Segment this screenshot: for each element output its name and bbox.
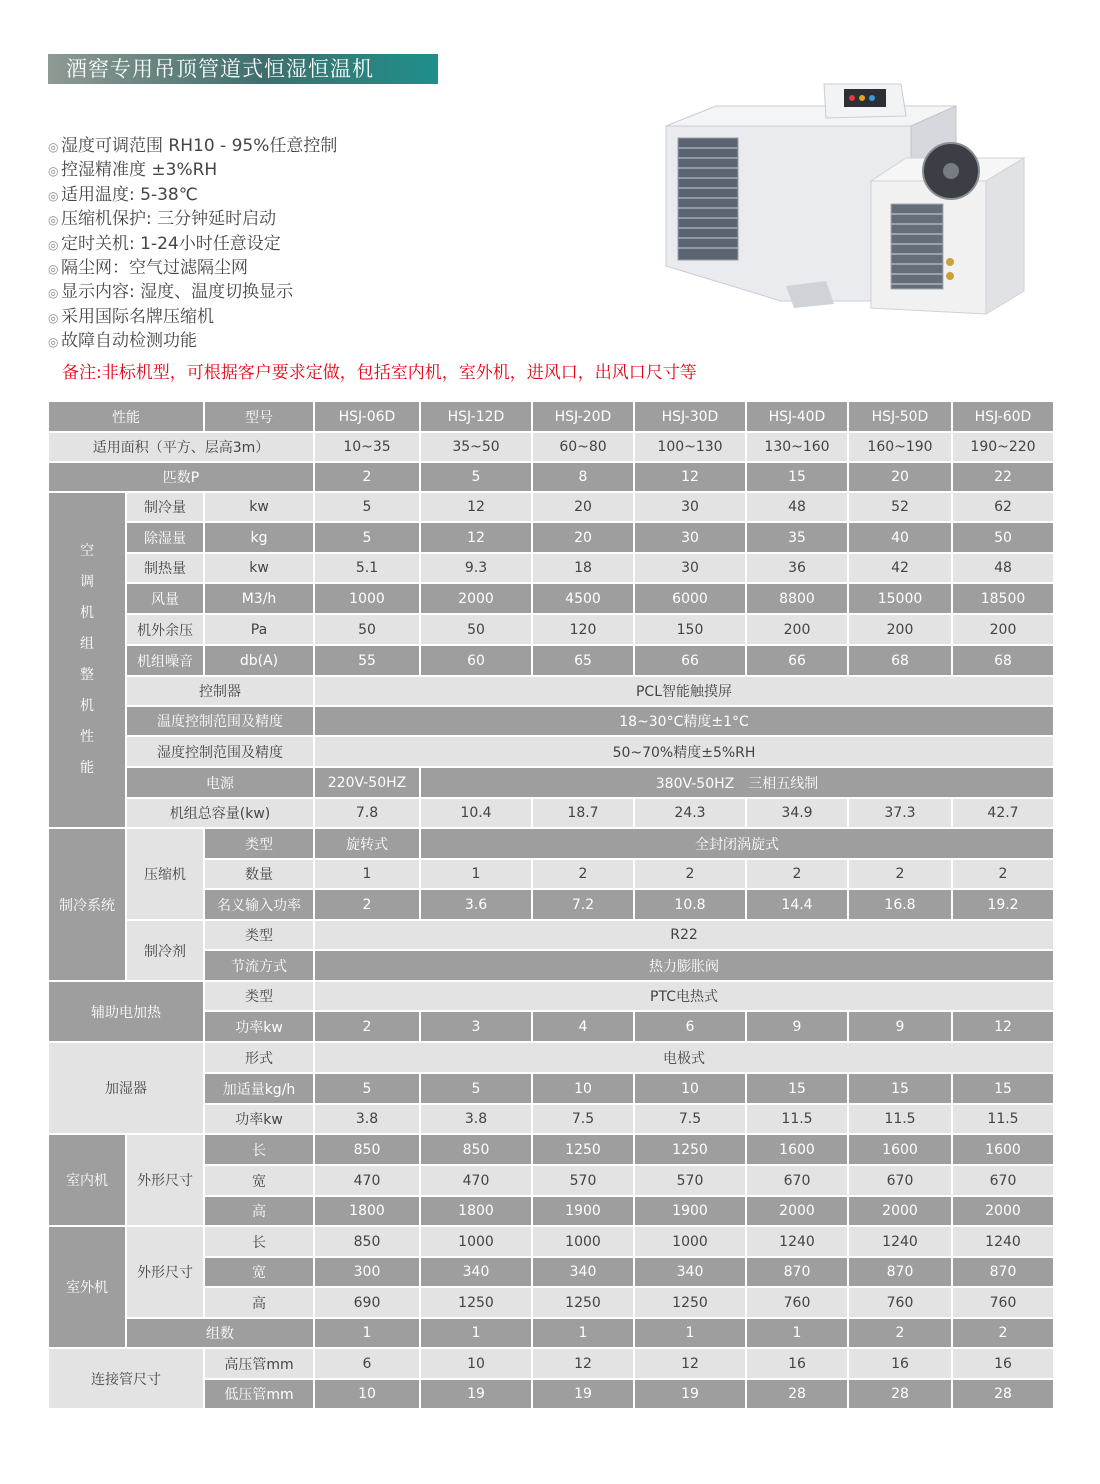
table-cell: 旋转式: [314, 828, 420, 859]
bullet-icon: ◎: [48, 335, 59, 350]
row-label: 加适量kg/h: [204, 1073, 314, 1104]
bullet-icon: ◎: [48, 140, 59, 154]
row-label: 控制器: [126, 676, 314, 706]
table-cell: 1900: [634, 1196, 746, 1226]
table-cell: 14.4: [746, 889, 848, 920]
table-row: [48, 614, 1054, 645]
table-cell: 37.3: [848, 798, 952, 828]
table-cell: 全封闭涡旋式: [420, 828, 1054, 859]
table-cell: 35~50: [420, 432, 532, 462]
table-cell: 6: [314, 1348, 420, 1379]
table-cell: 电极式: [314, 1042, 1054, 1073]
table-cell: 5: [420, 462, 532, 492]
table-cell: 22: [952, 462, 1054, 492]
table-cell: 12: [420, 522, 532, 553]
row-label: 功率kw: [204, 1011, 314, 1042]
product-image: [656, 76, 1036, 338]
table-row: [48, 767, 1054, 798]
table-cell: 19: [634, 1379, 746, 1409]
table-cell: 62: [952, 492, 1054, 522]
table-cell: 2000: [848, 1196, 952, 1226]
table-cell: 18~30°C精度±1°C: [314, 706, 1054, 736]
table-cell: 2: [746, 859, 848, 889]
table-cell: 690: [314, 1287, 420, 1318]
table-cell: 7.5: [634, 1104, 746, 1134]
table-cell: 200: [746, 614, 848, 645]
table-cell: 7.5: [532, 1104, 634, 1134]
table-cell: 1240: [952, 1226, 1054, 1257]
table-row: [48, 828, 1054, 859]
table-cell: 570: [634, 1165, 746, 1196]
bullet-icon: ◎: [48, 310, 59, 325]
table-cell: 5: [420, 1073, 532, 1104]
row-label: 匹数P: [48, 462, 314, 492]
table-cell: 28: [746, 1379, 848, 1409]
table-cell: 1: [746, 1318, 848, 1348]
row-label: 湿度控制范围及精度: [126, 736, 314, 767]
table-cell: 870: [952, 1257, 1054, 1287]
table-cell: 150: [634, 614, 746, 645]
bullet-icon: ◎: [48, 188, 59, 203]
table-cell: 10: [532, 1073, 634, 1104]
row-label: 宽: [204, 1257, 314, 1287]
group-label: 室外机: [48, 1226, 126, 1348]
table-cell: 20: [532, 522, 634, 553]
table-cell: 1: [420, 1318, 532, 1348]
table-cell: 1250: [634, 1134, 746, 1165]
table-row: [48, 432, 1054, 462]
row-label: 长: [204, 1226, 314, 1257]
table-cell: 30: [634, 492, 746, 522]
table-cell: 870: [746, 1257, 848, 1287]
table-cell: 7.2: [532, 889, 634, 920]
unit-cell: M3/h: [204, 583, 314, 614]
row-label: 制冷量: [126, 492, 204, 522]
table-cell: 670: [952, 1165, 1054, 1196]
feature-item: ◎ 采用国际名牌压缩机: [48, 305, 337, 329]
row-label: 类型: [204, 981, 314, 1011]
row-label: 温度控制范围及精度: [126, 706, 314, 736]
table-cell: 12: [420, 492, 532, 522]
table-cell: 30: [634, 522, 746, 553]
table-cell: 850: [314, 1134, 420, 1165]
feature-item: ◎ 隔尘网：空气过滤隔尘网: [48, 256, 337, 280]
table-cell: 热力膨胀阀: [314, 950, 1054, 981]
table-cell: 220V-50HZ: [314, 767, 420, 798]
table-cell: 2: [314, 462, 420, 492]
row-label: 高: [204, 1196, 314, 1226]
table-cell: 760: [746, 1287, 848, 1318]
table-cell: 50: [420, 614, 532, 645]
table-cell: 200: [952, 614, 1054, 645]
table-cell: 1: [314, 1318, 420, 1348]
row-label: 组数: [126, 1318, 314, 1348]
table-cell: 11.5: [848, 1104, 952, 1134]
table-cell: 6: [634, 1011, 746, 1042]
model-cell: HSJ-50D: [848, 401, 952, 432]
table-cell: 19: [532, 1379, 634, 1409]
table-cell: 470: [314, 1165, 420, 1196]
table-row: [48, 645, 1054, 676]
table-cell: 65: [532, 645, 634, 676]
table-cell: 300: [314, 1257, 420, 1287]
feature-item: ◎ 压缩机保护: 三分钟延时启动: [48, 207, 337, 231]
table-cell: 48: [952, 553, 1054, 583]
group-label: 制冷系统: [48, 828, 126, 981]
row-label: 电源: [126, 767, 314, 798]
table-cell: 3.8: [420, 1104, 532, 1134]
table-cell: 9: [848, 1011, 952, 1042]
row-label: 高压管mm: [204, 1348, 314, 1379]
group-label: 室内机: [48, 1134, 126, 1226]
table-cell: 42.7: [952, 798, 1054, 828]
table-cell: 4500: [532, 583, 634, 614]
model-cell: HSJ-06D: [314, 401, 420, 432]
page-title: 酒窖专用吊顶管道式恒湿恒温机: [48, 54, 438, 84]
table-cell: 18500: [952, 583, 1054, 614]
custom-note: 备注:非标机型，可根据客户要求定做，包括室内机，室外机，进风口，出风口尺寸等: [62, 363, 697, 383]
table-row: [48, 1348, 1054, 1379]
table-cell: R22: [314, 920, 1054, 950]
table-cell: 18.7: [532, 798, 634, 828]
table-cell: 1250: [532, 1134, 634, 1165]
table-cell: 1: [634, 1318, 746, 1348]
table-cell: 16: [952, 1348, 1054, 1379]
unit-cell: kg: [204, 522, 314, 553]
table-cell: 18: [532, 553, 634, 583]
row-label: 数量: [204, 859, 314, 889]
table-cell: 1: [314, 859, 420, 889]
table-cell: 35: [746, 522, 848, 553]
table-cell: PTC电热式: [314, 981, 1054, 1011]
table-cell: 36: [746, 553, 848, 583]
table-row: [48, 583, 1054, 614]
table-cell: 10.8: [634, 889, 746, 920]
row-label: 长: [204, 1134, 314, 1165]
table-cell: 5: [314, 522, 420, 553]
group-label: 加湿器: [48, 1042, 204, 1134]
row-label: 名义输入功率: [204, 889, 314, 920]
table-cell: 68: [952, 645, 1054, 676]
table-cell: 16: [746, 1348, 848, 1379]
table-cell: 760: [952, 1287, 1054, 1318]
table-cell: 2: [848, 1318, 952, 1348]
table-cell: 5: [314, 1073, 420, 1104]
table-cell: 1: [532, 1318, 634, 1348]
table-cell: 850: [420, 1134, 532, 1165]
model-cell: HSJ-60D: [952, 401, 1054, 432]
table-cell: 34.9: [746, 798, 848, 828]
table-cell: 40: [848, 522, 952, 553]
table-cell: 1600: [848, 1134, 952, 1165]
unit-cell: kw: [204, 553, 314, 583]
header-performance: 性能: [48, 401, 204, 432]
table-cell: 12: [952, 1011, 1054, 1042]
group-label-text: 空 调 机 组 整 机 性 能: [80, 543, 94, 776]
feature-item: ◎ 故障自动检测功能: [48, 329, 337, 353]
model-cell: HSJ-30D: [634, 401, 746, 432]
subgroup-label: 压缩机: [126, 828, 204, 920]
row-label: 类型: [204, 920, 314, 950]
row-label: 风量: [126, 583, 204, 614]
table-cell: 30: [634, 553, 746, 583]
table-cell: 5: [314, 492, 420, 522]
subgroup-label: 外形尺寸: [126, 1134, 204, 1226]
row-label: 功率kw: [204, 1104, 314, 1134]
table-cell: 340: [532, 1257, 634, 1287]
table-cell: 9: [746, 1011, 848, 1042]
table-cell: 1800: [420, 1196, 532, 1226]
table-cell: 52: [848, 492, 952, 522]
feature-item: ◎ 湿度可调范围 RH10 - 95%任意控制: [48, 134, 337, 158]
table-cell: 12: [634, 462, 746, 492]
feature-item: ◎ 定时关机: 1-24小时任意设定: [48, 232, 337, 256]
table-cell: 10: [420, 1348, 532, 1379]
table-cell: 760: [848, 1287, 952, 1318]
table-cell: 11.5: [746, 1104, 848, 1134]
bullet-icon: ◎: [48, 213, 59, 228]
table-cell: 12: [532, 1348, 634, 1379]
row-label: 机外余压: [126, 614, 204, 645]
table-cell: 1250: [532, 1287, 634, 1318]
table-cell: 100~130: [634, 432, 746, 462]
table-cell: 470: [420, 1165, 532, 1196]
table-cell: 66: [746, 645, 848, 676]
table-row: [48, 920, 1054, 950]
row-label: 节流方式: [204, 950, 314, 981]
table-row: [48, 1226, 1054, 1257]
table-cell: 55: [314, 645, 420, 676]
table-cell: 42: [848, 553, 952, 583]
table-row: [48, 462, 1054, 492]
table-cell: 12: [634, 1348, 746, 1379]
table-cell: 120: [532, 614, 634, 645]
table-cell: 1000: [532, 1226, 634, 1257]
table-row: [48, 1134, 1054, 1165]
feature-item: ◎ 显示内容: 湿度、温度切换显示: [48, 280, 337, 304]
table-cell: 28: [952, 1379, 1054, 1409]
group-label: 连接管尺寸: [48, 1348, 204, 1409]
row-label: 宽: [204, 1165, 314, 1196]
table-cell: 68: [848, 645, 952, 676]
table-cell: 15000: [848, 583, 952, 614]
table-cell: 2: [532, 859, 634, 889]
table-row: [48, 798, 1054, 828]
group-label: 辅助电加热: [48, 981, 204, 1042]
table-cell: 15: [746, 1073, 848, 1104]
table-row: [48, 736, 1054, 767]
table-cell: 1000: [634, 1226, 746, 1257]
unit-cell: Pa: [204, 614, 314, 645]
table-header-row: [48, 401, 1054, 432]
table-cell: 24.3: [634, 798, 746, 828]
table-cell: 15: [848, 1073, 952, 1104]
table-cell: 50~70%精度±5%RH: [314, 736, 1054, 767]
table-cell: 4: [532, 1011, 634, 1042]
table-cell: 28: [848, 1379, 952, 1409]
row-label: 形式: [204, 1042, 314, 1073]
table-cell: 190~220: [952, 432, 1054, 462]
table-cell: 3: [420, 1011, 532, 1042]
table-cell: PCL智能触摸屏: [314, 676, 1054, 706]
table-cell: 570: [532, 1165, 634, 1196]
row-label: 适用面积（平方、层高3m）: [48, 432, 314, 462]
table-cell: 1900: [532, 1196, 634, 1226]
table-cell: 2000: [746, 1196, 848, 1226]
feature-item: ◎ 控湿精准度 ±3%RH: [48, 158, 337, 182]
table-cell: 1000: [420, 1226, 532, 1257]
table-cell: 10: [634, 1073, 746, 1104]
table-cell: 10~35: [314, 432, 420, 462]
row-label: 低压管mm: [204, 1379, 314, 1409]
table-cell: 200: [848, 614, 952, 645]
table-cell: 15: [952, 1073, 1054, 1104]
table-row: [48, 522, 1054, 553]
table-cell: 1250: [420, 1287, 532, 1318]
table-row: [48, 676, 1054, 706]
table-cell: 16: [848, 1348, 952, 1379]
table-cell: 8800: [746, 583, 848, 614]
table-cell: 7.8: [314, 798, 420, 828]
table-cell: 2000: [952, 1196, 1054, 1226]
table-cell: 1000: [314, 583, 420, 614]
bullet-icon: ◎: [48, 164, 59, 179]
table-cell: 20: [532, 492, 634, 522]
table-cell: 50: [314, 614, 420, 645]
table-cell: 670: [848, 1165, 952, 1196]
table-cell: 3.8: [314, 1104, 420, 1134]
feature-item: ◎ 适用温度: 5-38℃: [48, 183, 337, 207]
group-label: [48, 492, 126, 828]
table-cell: 19.2: [952, 889, 1054, 920]
table-cell: 15: [746, 462, 848, 492]
row-label: 机组噪音: [126, 645, 204, 676]
table-cell: 160~190: [848, 432, 952, 462]
table-cell: 50: [952, 522, 1054, 553]
model-cell: HSJ-20D: [532, 401, 634, 432]
table-cell: 1600: [746, 1134, 848, 1165]
table-cell: 19: [420, 1379, 532, 1409]
table-cell: 16.8: [848, 889, 952, 920]
unit-cell: db(A): [204, 645, 314, 676]
table-cell: 5.1: [314, 553, 420, 583]
table-cell: 6000: [634, 583, 746, 614]
table-row: [48, 492, 1054, 522]
row-label: 机组总容量(kw): [126, 798, 314, 828]
table-row: [48, 706, 1054, 736]
table-cell: 2: [848, 859, 952, 889]
unit-cell: kw: [204, 492, 314, 522]
model-cell: HSJ-12D: [420, 401, 532, 432]
subgroup-label: 制冷剂: [126, 920, 204, 981]
table-cell: 2: [634, 859, 746, 889]
table-cell: 2: [314, 1011, 420, 1042]
table-cell: 2: [314, 889, 420, 920]
table-cell: 850: [314, 1226, 420, 1257]
table-cell: 340: [420, 1257, 532, 1287]
table-cell: 66: [634, 645, 746, 676]
feature-list: [48, 134, 337, 354]
bullet-icon: ◎: [48, 237, 59, 252]
table-cell: 870: [848, 1257, 952, 1287]
table-cell: 2: [952, 859, 1054, 889]
bullet-icon: ◎: [48, 261, 59, 276]
model-cell: HSJ-40D: [746, 401, 848, 432]
row-label: 类型: [204, 828, 314, 859]
table-row: [48, 1318, 1054, 1348]
spec-table: [47, 400, 1055, 1410]
row-label: 高: [204, 1287, 314, 1318]
table-cell: 2000: [420, 583, 532, 614]
table-row: [48, 553, 1054, 583]
row-label: 制热量: [126, 553, 204, 583]
table-cell: 670: [746, 1165, 848, 1196]
table-cell: 1800: [314, 1196, 420, 1226]
table-cell: 340: [634, 1257, 746, 1287]
table-row: [48, 981, 1054, 1011]
table-cell: 1600: [952, 1134, 1054, 1165]
table-cell: 60: [420, 645, 532, 676]
table-cell: 20: [848, 462, 952, 492]
table-cell: 1240: [746, 1226, 848, 1257]
table-cell: 8: [532, 462, 634, 492]
header-model: 型号: [204, 401, 314, 432]
table-cell: 3.6: [420, 889, 532, 920]
table-cell: 1250: [634, 1287, 746, 1318]
table-cell: 380V-50HZ 三相五线制: [420, 767, 1054, 798]
table-cell: 10.4: [420, 798, 532, 828]
row-label: 除湿量: [126, 522, 204, 553]
table-cell: 60~80: [532, 432, 634, 462]
table-cell: 11.5: [952, 1104, 1054, 1134]
table-cell: 10: [314, 1379, 420, 1409]
table-cell: 2: [952, 1318, 1054, 1348]
bullet-icon: ◎: [48, 286, 59, 301]
subgroup-label: 外形尺寸: [126, 1226, 204, 1318]
table-cell: 48: [746, 492, 848, 522]
table-cell: 1240: [848, 1226, 952, 1257]
table-row: [48, 1042, 1054, 1073]
table-cell: 130~160: [746, 432, 848, 462]
table-cell: 1: [420, 859, 532, 889]
table-cell: 9.3: [420, 553, 532, 583]
